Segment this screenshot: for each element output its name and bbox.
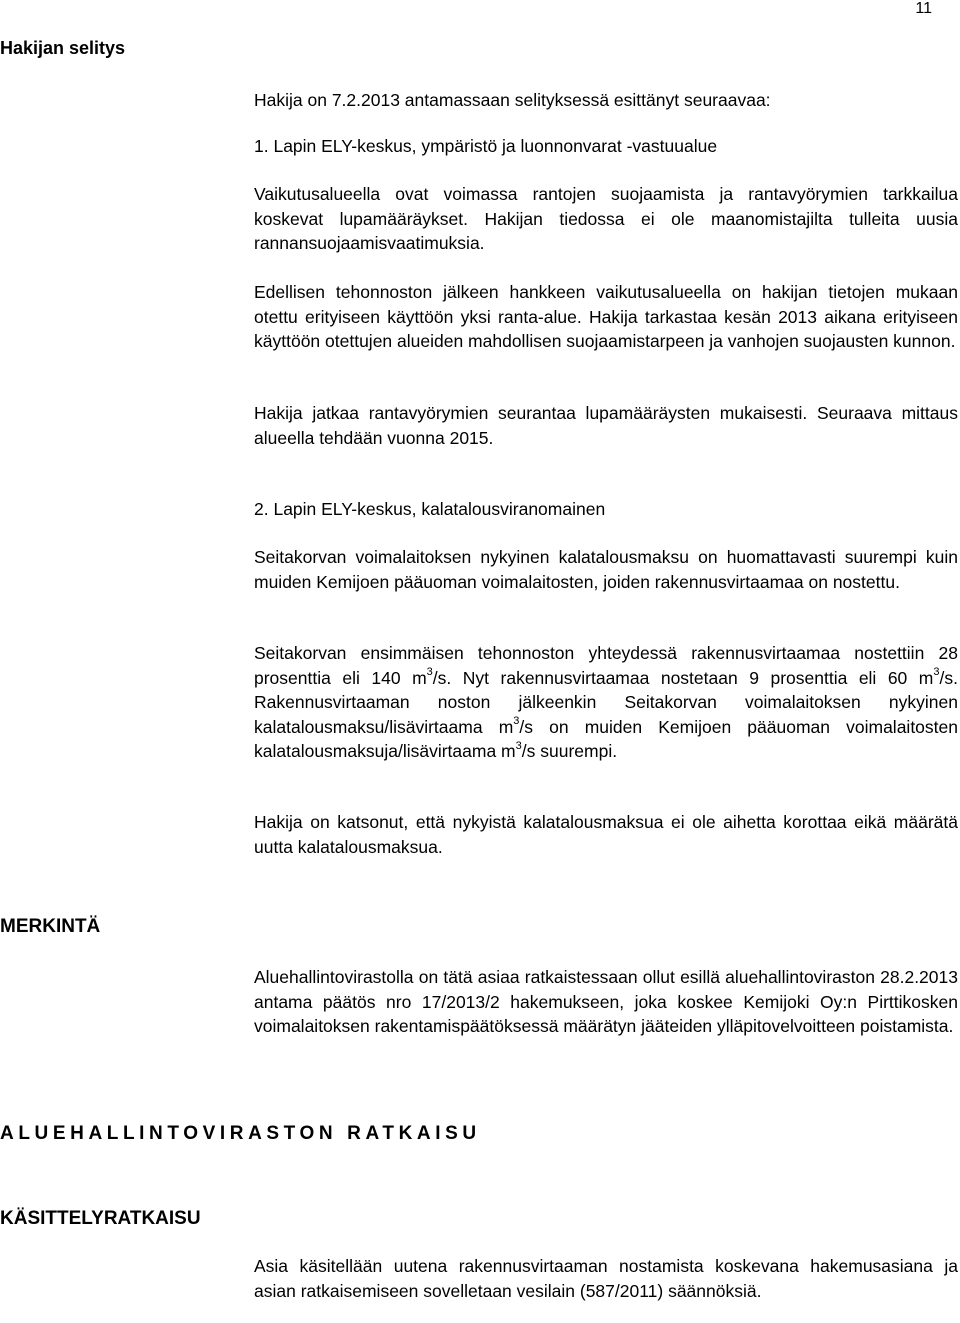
heading-merkinta: MERKINTÄ bbox=[0, 916, 101, 937]
item2-paragraph-2-part-b: /s. Nyt rakennusvirtaamaa nostetaan 9 prosenttia eli 60 m bbox=[432, 667, 934, 688]
item2-paragraph-2-part-c: /s. Rakennusvirtaaman noston jälkeenkin Seitakorvan voimalaitoksen nykyinen kalatalousmaksu/lisävirtaama m bbox=[254, 667, 958, 737]
heading-kasittelyratkaisu: KÄSITTELYRATKAISU bbox=[0, 1208, 201, 1229]
item1-paragraph-1: Vaikutusalueella ovat voimassa rantojen suojaamista ja rantavyörymien tarkkailua koskevat lupamääräykset. Hakijan tiedossa ei ole maanomistajilta tulleita uusia rannansuojaamisvaatimuksia. bbox=[254, 184, 958, 254]
item2-paragraph-2-part-d: /s on muiden Kemijoen pääuoman voimalaitosten kalatalousmaksuja/lisävirtaama m bbox=[254, 716, 958, 762]
intro-paragraph: Hakija on 7.2.2013 antamassaan selityksessä esittänyt seuraavaa: bbox=[254, 90, 771, 110]
merkinta-paragraph: Aluehallintovirastolla on tätä asiaa ratkaistessaan ollut esillä aluehallintoviraston 28.2.2013 antama päätös nro 17/2013/2 hakemukseen, joka koskee Kemijoki Oy:n Pirttikosken voimalaitoksen rakentamispäätöksessä määrätyn jääteiden ylläpitovelvoitteen poistamista. bbox=[254, 967, 958, 1037]
item2-paragraph-3: Hakija on katsonut, että nykyistä kalatalousmaksua ei ole aihetta korottaa eikä määrätä uutta kalatalousmaksua. bbox=[254, 812, 958, 857]
superscript-3: 3 bbox=[513, 714, 520, 727]
page-number: 11 bbox=[915, 0, 932, 17]
item1-paragraph-2: Edellisen tehonnoston jälkeen hankkeen vaikutusalueella on hakijan tietojen mukaan otettu erityiseen käyttöön yksi ranta-alue. Hakija tarkastaa kesän 2013 aikana erityiseen käyttöön otettujen alueiden mahdollisen suojaamistarpeen ja vanhojen suojausten kunnon. bbox=[254, 282, 958, 352]
superscript-3: 3 bbox=[515, 739, 522, 752]
item2-paragraph-2-part-a: Seitakorvan ensimmäisen tehonnoston yhteydessä rakennusvirtaamaa nostettiin 28 prosenttia eli 140 m bbox=[254, 643, 958, 688]
item2-paragraph-2 bbox=[254, 641, 958, 764]
item2-paragraph-2-part-e: /s suurempi. bbox=[521, 741, 618, 762]
item2-paragraph-1: Seitakorvan voimalaitoksen nykyinen kalatalousmaksu on huomattavasti suurempi kuin muiden Kemijoen pääuoman voimalaitosten, joiden rakennusvirtaamaa on nostettu. bbox=[254, 547, 958, 592]
superscript-3: 3 bbox=[933, 665, 940, 678]
kasittelyratkaisu-paragraph: Asia käsitellään uutena rakennusvirtaaman nostamista koskevana hakemusasiana ja asian ratkaisemiseen sovelletaan vesilain (587/2011) säännöksiä. bbox=[254, 1256, 958, 1301]
heading-hakijan-selitys: Hakijan selitys bbox=[0, 38, 126, 58]
superscript-3: 3 bbox=[426, 665, 433, 678]
item1-paragraph-3: Hakija jatkaa rantavyörymien seurantaa lupamääräysten mukaisesti. Seuraava mittaus alueella tehdään vuonna 2015. bbox=[254, 403, 958, 448]
item2-title: 2. Lapin ELY-keskus, kalatalousviranomainen bbox=[254, 499, 606, 519]
heading-aluehallintoviraston-ratkaisu: ALUEHALLINTOVIRASTON RATKAISU bbox=[0, 1123, 481, 1144]
item1-title: 1. Lapin ELY-keskus, ympäristö ja luonnonvarat -vastuualue bbox=[254, 136, 718, 156]
